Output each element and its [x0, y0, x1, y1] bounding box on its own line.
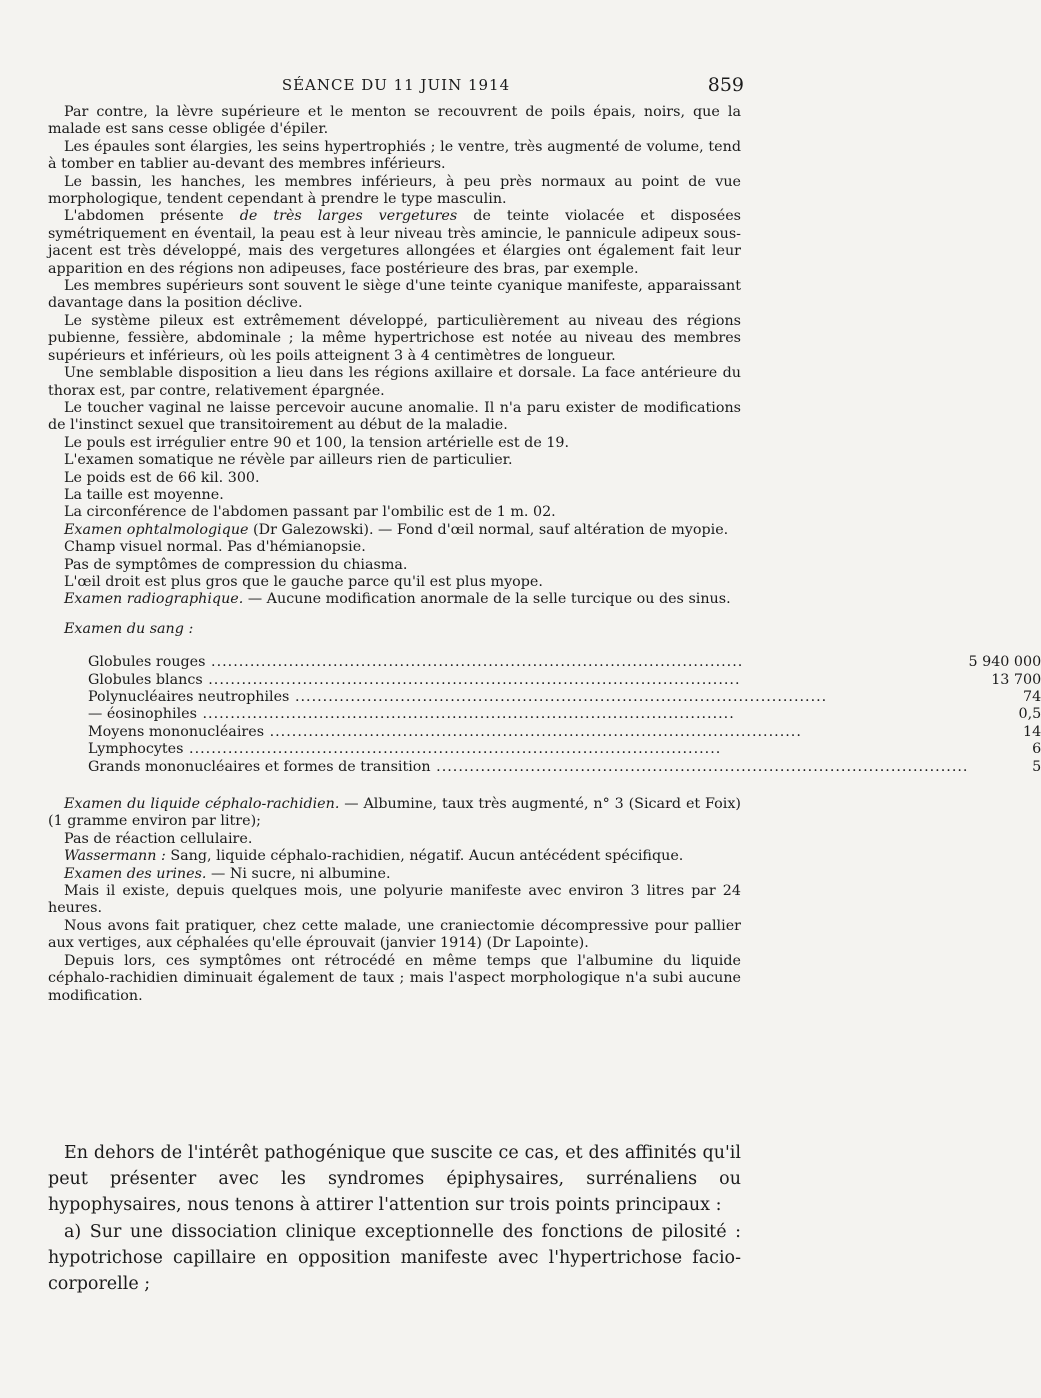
table-row: [88, 724, 1041, 741]
running-title: SÉANCE DU 11 JUIN 1914: [281, 76, 511, 94]
paragraph: Depuis lors, ces symptômes ont rétrocédé en même temps que l'albumine du liquide céphalo-rachidien diminuait également de taux ; mais l'aspect morphologique n'a subi aucune modification.: [48, 952, 741, 1004]
paragraph: Le bassin, les hanches, les membres inférieurs, à peu près normaux au point de vue morphologique, tendent cependant à prendre le type masculin.: [48, 173, 741, 208]
blood-exam-title: Examen du sang :: [64, 620, 194, 637]
paragraph: [48, 591, 741, 608]
paragraph: [48, 522, 741, 539]
case-description: [48, 104, 1041, 1005]
paragraph: [48, 848, 741, 865]
emphasis: Examen du liquide céphalo-rachidien.: [64, 796, 340, 813]
paragraph: La taille est moyenne.: [64, 486, 224, 503]
row-value: 5 940 000: [968, 654, 1041, 671]
paragraph: Une semblable disposition a lieu dans les régions axillaire et dorsale. La face antérieure du thorax est, par contre, relativement épargnée.: [48, 365, 741, 399]
paragraph: a) Sur une dissociation clinique exceptionnelle des fonctions de pilosité : hypotrichose capillaire en opposition manifeste avec l'hypertrichose facio-corporelle ;: [48, 1221, 741, 1295]
row-label: Globules blancs .....: [88, 672, 968, 689]
paragraph: L'œil droit est plus gros que le gauche parce qu'il est plus myope.: [64, 573, 543, 590]
table-row: [88, 706, 1041, 723]
row-label: Grands mononucléaires et formes de transition .....: [88, 759, 968, 776]
row-value: 5: [1032, 758, 1041, 775]
table-row: [88, 654, 1041, 671]
table-row: [88, 759, 1041, 776]
paragraph: Mais il existe, depuis quelques mois, une polyurie manifeste avec environ 3 litres par 24 heures.: [48, 883, 741, 917]
text-run: L'abdomen présente: [64, 208, 240, 225]
paragraph: Champ visuel normal. Pas d'hémianopsie.: [64, 539, 366, 556]
emphasis: Wassermann :: [64, 848, 166, 865]
text-run: — Albumine, taux très augmenté, n° 3 (Sicard et Foix) (1 gramme environ par litre);: [48, 796, 741, 830]
row-value: 0,5: [1018, 706, 1041, 723]
text-run: — Ni sucre, ni albumine.: [206, 865, 391, 882]
conclusion-section: [48, 1140, 741, 1297]
text-run: (Dr Galezowski). — Fond d'œil normal, sauf altération de myopie.: [248, 521, 729, 538]
table-row: [88, 672, 1041, 689]
text-run: de teinte violacée et disposées symétriquement en éventail, la peau est à leur niveau très amincie, le pannicule adipeux sous-jacent est très développé, mais des vergetures allongées et élargies ont également fait leur apparition en des régions non adipeuses, face postérieure des bras, par exemple.: [48, 208, 741, 277]
table-row: [88, 689, 1041, 706]
text-run: Sang, liquide céphalo-rachidien, négatif. Aucun antécédent spécifique.: [165, 848, 684, 865]
emphasis: Examen des urines.: [64, 865, 207, 882]
emphasis: Examen ophtalmologique: [64, 521, 249, 538]
row-value: 74: [1023, 689, 1041, 705]
paragraph: [48, 208, 741, 278]
row-label: Moyens mononucléaires .....: [88, 724, 968, 741]
paragraph: Pas de réaction cellulaire.: [64, 830, 253, 847]
paragraph: Le toucher vaginal ne laisse percevoir aucune anomalie. Il n'a paru exister de modifications de l'instinct sexuel que transitoirement au début de la maladie.: [48, 399, 741, 434]
row-label: Lymphocytes .....: [88, 741, 968, 758]
row-label: Globules rouges .....: [88, 654, 968, 671]
paragraph: La circonférence de l'abdomen passant par l'ombilic est de 1 m. 02.: [64, 504, 556, 521]
table-row: [88, 741, 1041, 758]
emphasis: Examen radiographique.: [64, 591, 244, 608]
paragraph: Les membres supérieurs sont souvent le siège d'une teinte cyanique manifeste, apparaissant davantage dans la position déclive.: [48, 278, 741, 312]
row-value: 6: [1032, 741, 1041, 758]
paragraph: Les épaules sont élargies, les seins hypertrophiés ; le ventre, très augmenté de volume, tend à tomber en tablier au-devant des membres inférieurs.: [48, 138, 741, 173]
page-number: 859: [707, 74, 744, 96]
row-value: 14: [1023, 723, 1041, 740]
paragraph: Par contre, la lèvre supérieure et le menton se recouvrent de poils épais, noirs, que la malade est sans cesse obligée d'épiler.: [48, 104, 741, 138]
paragraph: Le système pileux est extrêmement développé, particulièrement au niveau des régions pubienne, fessière, abdominale ; la même hypertrichose est notée au niveau des membres supérieurs et inférieurs, où les poils atteignent 3 à 4 centimètres de longueur.: [48, 312, 741, 364]
page-header: [48, 74, 744, 98]
paragraph: En dehors de l'intérêt pathogénique que suscite ce cas, et des affinités qu'il peut présenter avec les syndromes épiphysaires, surrénaliens ou hypophysaires, nous tenons à attirer l'attention sur trois points principaux :: [48, 1143, 741, 1216]
emphasis: de très larges vergetures: [239, 208, 458, 225]
paragraph: Pas de symptômes de compression du chiasma.: [64, 556, 408, 573]
paragraph: L'examen somatique ne révèle par ailleurs rien de particulier.: [64, 452, 513, 469]
paragraph: [48, 866, 741, 883]
text-run: — Aucune modification anormale de la selle turcique ou des sinus.: [243, 591, 731, 608]
row-label: — éosinophiles .....: [88, 706, 968, 723]
paragraph: Nous avons fait pratiquer, chez cette malade, une craniectomie décompressive pour pallier aux vertiges, aux céphalées qu'elle éprouvait (janvier 1914) (Dr Lapointe).: [48, 917, 741, 952]
paragraph: Le poids est de 66 kil. 300.: [64, 469, 260, 486]
paragraph: [48, 796, 741, 831]
row-value: 13 700: [991, 671, 1041, 688]
row-label: Polynucléaires neutrophiles .....: [88, 689, 968, 706]
blood-exam-table: [88, 654, 1041, 776]
paragraph: Le pouls est irrégulier entre 90 et 100, la tension artérielle est de 19.: [64, 434, 570, 451]
